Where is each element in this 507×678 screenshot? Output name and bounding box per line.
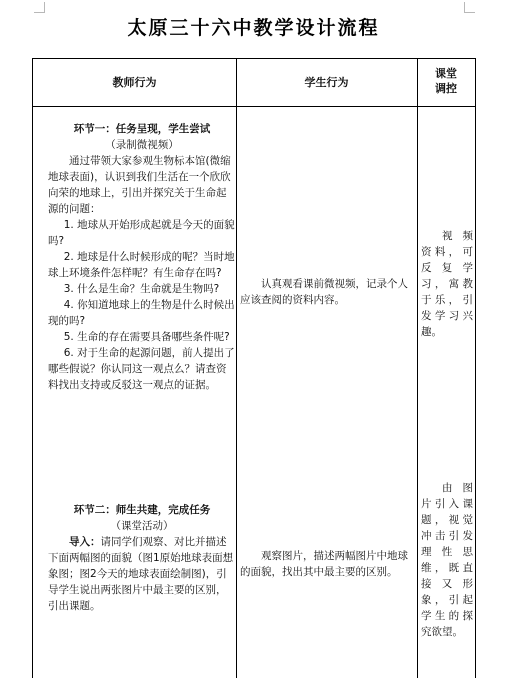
header-control-line2: 调控 — [435, 82, 457, 95]
stage1-student-cell: 认真观看课前微视频，记录个人应该查阅的资料内容。 — [240, 278, 408, 306]
stage1-question-3: 3. 什么是生命？生命就是生物吗? — [63, 283, 220, 295]
header-row-divider — [33, 106, 475, 107]
stage1-question-2: 2. 地球是什么时候形成的呢？当时地球上环境条件怎样呢？有生命存在吗? — [48, 251, 235, 279]
column-divider-2 — [417, 59, 418, 678]
stage1-question-6: 6. 对于生命的起源问题，前人提出了哪些假说？你认同这一观点么？请查资料找出支持或反驳这一观点的证据。 — [48, 347, 235, 391]
stage1-question-4: 4. 你知道地球上的生物是什么时候出现的吗? — [48, 299, 235, 327]
stage1-heading: 环节一：任务呈现，学生尝试 — [73, 123, 211, 135]
page-corner-mark-right — [464, 2, 475, 13]
header-classroom-control — [417, 66, 475, 96]
stage2-lead-label: 导入： — [69, 536, 101, 548]
stage2-student-cell: 观察图片，描述两幅图片中地球的面貌，找出其中最主要的区别。 — [240, 550, 408, 578]
document-title: 太原三十六中教学设计流程 — [127, 17, 380, 39]
stage1-control-cell: 视频资料，可反复学习，寓教于乐，引发学习兴趣。 — [421, 230, 473, 338]
stage2-subheading: （课堂活动） — [110, 520, 174, 532]
header-teacher-behavior: 教师行为 — [112, 76, 157, 89]
stage1-teacher-cell — [48, 121, 236, 393]
stage2-control-cell: 由图片引入课题，视觉冲击引发理性思维，既直接又形象，引起学生的探究欲望。 — [421, 482, 473, 638]
header-control-line1: 课堂 — [435, 67, 457, 80]
stage2-heading: 环节二：师生共建，完成任务 — [73, 504, 211, 516]
header-student-behavior: 学生行为 — [304, 76, 349, 89]
column-divider-1 — [236, 59, 237, 678]
stage1-question-5: 5. 生命的存在需要具备哪些条件呢? — [63, 331, 230, 343]
stage1-subheading: （录制微视频） — [105, 139, 179, 151]
page-corner-mark-left — [34, 2, 45, 13]
stage2-intro-body: 请同学们观察、对比并描述下面两幅图的面貌（图1原始地球表面想象图；图2今天的地球表面绘制图)，引导学生说出两张图片中最主要的区别，引出课题。 — [48, 536, 234, 612]
stage1-question-1: 1. 地球从开始形成起就是今天的面貌吗? — [48, 219, 235, 247]
stage2-teacher-cell — [48, 502, 236, 614]
stage2-intro — [48, 534, 236, 614]
stage1-intro: 通过带领大家参观生物标本馆(微缩地球表面)，认识到我们生活在一个欣欣向荣的地球上，引出并探究关于生命起源的问题： — [48, 155, 231, 215]
